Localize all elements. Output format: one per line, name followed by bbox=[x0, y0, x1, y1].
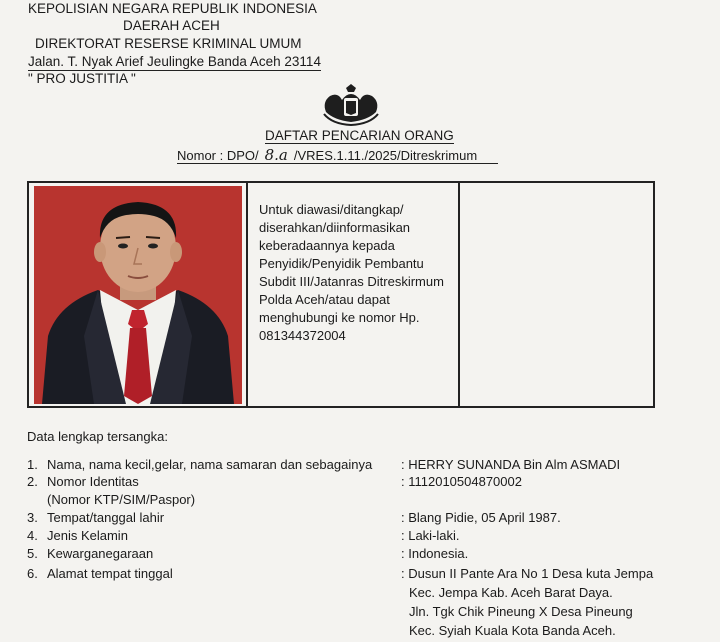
data-item-label: Tempat/tanggal lahir bbox=[47, 510, 165, 525]
contact-instructions bbox=[259, 201, 444, 345]
data-item-label: Jenis Kelamin bbox=[47, 528, 128, 543]
data-item-number: 5. bbox=[27, 546, 38, 561]
instruction-line: Polda Aceh/atau dapat bbox=[259, 292, 390, 307]
document-number-handwritten: 8.a bbox=[264, 146, 288, 164]
instruction-line: Penyidik/Penyidik Pembantu bbox=[259, 256, 424, 271]
address-continuation-line: Jln. Tgk Chik Pineung X Desa Pineung bbox=[409, 604, 633, 619]
data-item-label: Nama, nama kecil,gelar, nama samaran dan sebagainya bbox=[47, 457, 373, 472]
header-institution: KEPOLISIAN NEGARA REPUBLIK INDONESIA bbox=[28, 1, 317, 16]
data-item-label: Nomor Identitas bbox=[47, 474, 139, 489]
instruction-line: Subdit III/Jatanras Ditreskirmum bbox=[259, 274, 444, 289]
data-item-number: 1. bbox=[27, 457, 38, 472]
suspect-data-heading: Data lengkap tersangka: bbox=[27, 429, 168, 444]
document-number-suffix: /VRES.1.11./2025/Ditreskrimum bbox=[293, 148, 478, 163]
address-continuation-line: Kec. Jempa Kab. Aceh Barat Daya. bbox=[409, 585, 613, 600]
data-item-number: 3. bbox=[27, 510, 38, 525]
pro-justitia-label: " PRO JUSTITIA " bbox=[28, 71, 136, 86]
data-item-value: : 1112010504870002 bbox=[401, 474, 522, 489]
instruction-line: menghubungi ke nomor Hp. bbox=[259, 310, 420, 325]
header-directorate: DIREKTORAT RESERSE KRIMINAL UMUM bbox=[35, 36, 302, 51]
data-item-label: (Nomor KTP/SIM/Paspor) bbox=[47, 492, 196, 507]
address-continuation-line: Kec. Syiah Kuala Kota Banda Aceh. bbox=[409, 623, 616, 638]
document-number-prefix: Nomor : DPO/ bbox=[177, 148, 259, 163]
data-item-value: : Dusun II Pante Ara No 1 Desa kuta Jempa bbox=[401, 566, 654, 581]
data-item-value: : HERRY SUNANDA Bin Alm ASMADI bbox=[401, 457, 621, 472]
data-item-number: 6. bbox=[27, 566, 38, 581]
instruction-line: diserahkan/diinformasikan bbox=[259, 220, 411, 235]
data-item-label: Alamat tempat tinggal bbox=[47, 566, 173, 581]
data-item-value: : Indonesia. bbox=[401, 546, 469, 561]
data-item-number: 2. bbox=[27, 474, 38, 489]
police-emblem-icon bbox=[318, 84, 384, 126]
suspect-photo bbox=[34, 186, 242, 404]
data-item-number: 4. bbox=[27, 528, 38, 543]
data-item-value: : Laki-laki. bbox=[401, 528, 460, 543]
fingerprint-cell bbox=[460, 183, 653, 406]
document-title: DAFTAR PENCARIAN ORANG bbox=[265, 128, 454, 143]
header-region: DAERAH ACEH bbox=[123, 18, 220, 33]
instruction-line: keberadaannya kepada bbox=[259, 238, 395, 253]
header-address: Jalan. T. Nyak Arief Jeulingke Banda Aceh 23114 bbox=[28, 54, 321, 69]
instruction-line: Untuk diawasi/ditangkap/ bbox=[259, 202, 404, 217]
data-item-label: Kewarganegaraan bbox=[47, 546, 154, 561]
box-divider-left bbox=[246, 183, 248, 406]
data-item-value: : Blang Pidie, 05 April 1987. bbox=[401, 510, 561, 525]
wanted-info-box bbox=[27, 181, 655, 408]
document-number bbox=[177, 146, 498, 164]
contact-phone: 081344372004 bbox=[259, 328, 346, 343]
